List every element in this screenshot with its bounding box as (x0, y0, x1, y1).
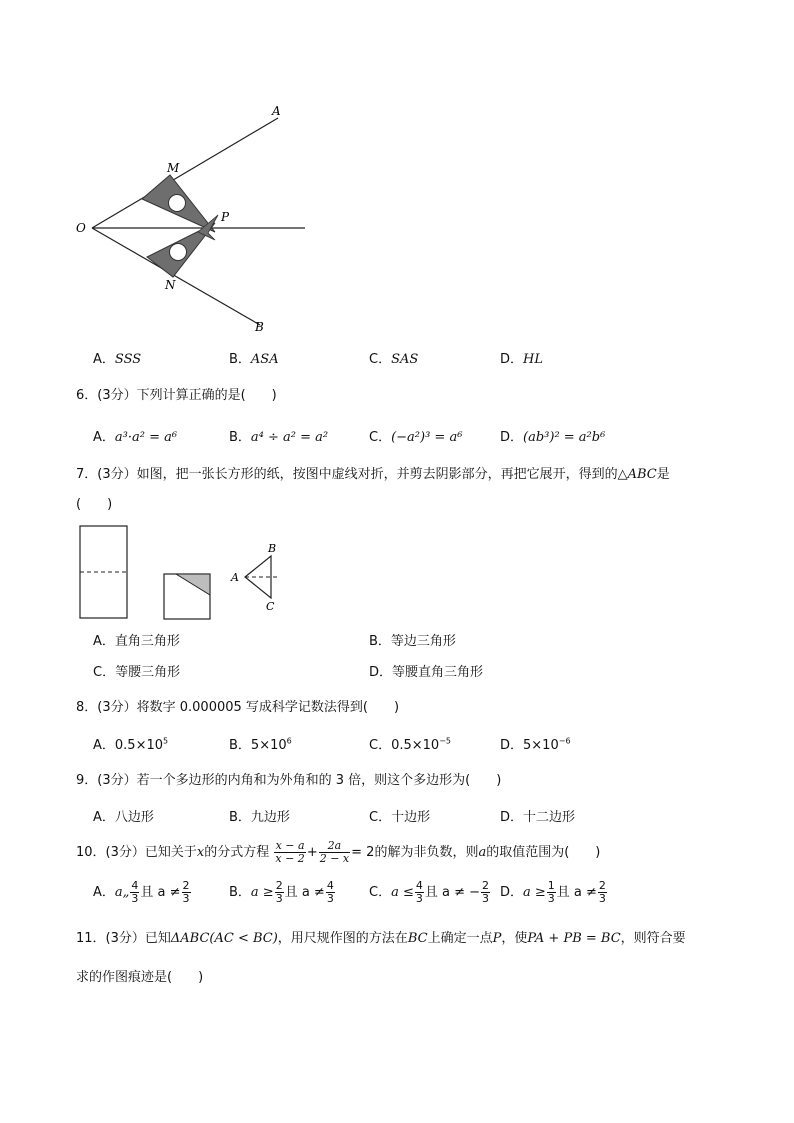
q5-option-d[interactable]: D．HL (500, 352, 543, 367)
label-o: O (76, 221, 86, 235)
label-p: P (221, 210, 230, 224)
q9-option-a[interactable]: A．八边形 (93, 810, 154, 825)
angle-bisector-figure (70, 95, 320, 340)
q10-stem: 10．(3分）已知关于x的分式方程 $\frac{x - a}{x - 2}$ + $\frac{2a}{2 - x}$ = 2的解为非负数，则a的取值范围为( ) (76, 839, 601, 865)
q5-option-c[interactable]: C．SAS (369, 352, 419, 367)
q9-option-b[interactable]: B．九边形 (229, 810, 290, 825)
q9-option-c[interactable]: C．十边形 (369, 810, 431, 825)
q11-stem-line2: 求的作图痕迹是( ) (76, 970, 204, 985)
label-n: N (165, 278, 176, 292)
fig7-label-a: A (231, 571, 239, 584)
q9-stem: 9．(3分）若一个多边形的内角和为外角和的 3 倍，则这个多边形为( ) (76, 773, 502, 788)
fig7-label-c: C (266, 600, 275, 613)
q6-stem: 6．(3分）下列计算正确的是( ) (76, 388, 277, 403)
q10-option-c[interactable]: C．a ≤ $\frac{4}{3}$ 且 a ≠ − $\frac{2}{3}$ (369, 879, 490, 905)
q7-stem-line2: ( ) (76, 497, 113, 512)
q6-option-a[interactable]: A．a³·a² = a⁶ (93, 430, 178, 445)
label-m: M (167, 161, 180, 175)
q7-option-a[interactable]: A．直角三角形 (93, 634, 180, 649)
q7-stem: 7．(3分）如图，把一张长方形的纸，按图中虚线对折，并剪去阴影部分，再把它展开，得到的△ABC是 (76, 467, 670, 482)
q8-option-a[interactable]: A．$0.5\times 10^5$ (93, 736, 169, 753)
fig7-label-b: B (268, 542, 277, 555)
q7-option-b[interactable]: B．等边三角形 (369, 634, 456, 649)
q8-option-b[interactable]: B．$5\times 10^6$ (229, 736, 292, 753)
q6-option-b[interactable]: B．a⁴ ÷ a² = a² (229, 430, 329, 445)
q10-fraction-2: $\frac{2a}{2 - x}$ (319, 839, 350, 865)
q6-option-d[interactable]: D．(ab³)² = a²b⁶ (500, 430, 606, 445)
q5-option-a[interactable]: A．SSS (93, 352, 142, 367)
q6-option-c[interactable]: C．(−a²)³ = a⁶ (369, 430, 463, 445)
q8-stem: 8．(3分）将数字 0.000005 写成科学记数法得到( ) (76, 700, 400, 715)
label-b: B (255, 320, 264, 334)
label-a: A (272, 104, 281, 118)
q10-fraction-1: $\frac{x - a}{x - 2}$ (275, 839, 305, 865)
q8-option-d[interactable]: D．$5\times 10^{-6}$ (500, 736, 571, 753)
q10-option-b[interactable]: B．a ≥ $\frac{2}{3}$ 且 a ≠ $\frac{4}{3}$ (229, 879, 334, 905)
q7-option-d[interactable]: D．等腰直角三角形 (369, 665, 484, 680)
q10-option-a[interactable]: A．a„ $\frac{4}{3}$ 且 a ≠ $\frac{2}{3}$ (93, 879, 190, 905)
q8-option-c[interactable]: C．$0.5\times 10^{-5}$ (369, 736, 451, 753)
q10-option-d[interactable]: D．a ≥ $\frac{1}{3}$ 且 a ≠ $\frac{2}{3}$ (500, 879, 606, 905)
q7-option-c[interactable]: C．等腰三角形 (93, 665, 181, 680)
q5-option-b[interactable]: B．ASA (229, 352, 279, 367)
q11-stem: 11．(3分）已知ΔABC(AC < BC)，用尺规作图的方法在BC上确定一点P，使PA + PB = BC，则符合要 (76, 931, 686, 946)
q9-option-d[interactable]: D．十二边形 (500, 810, 576, 825)
paper-folding-figure (78, 524, 298, 624)
